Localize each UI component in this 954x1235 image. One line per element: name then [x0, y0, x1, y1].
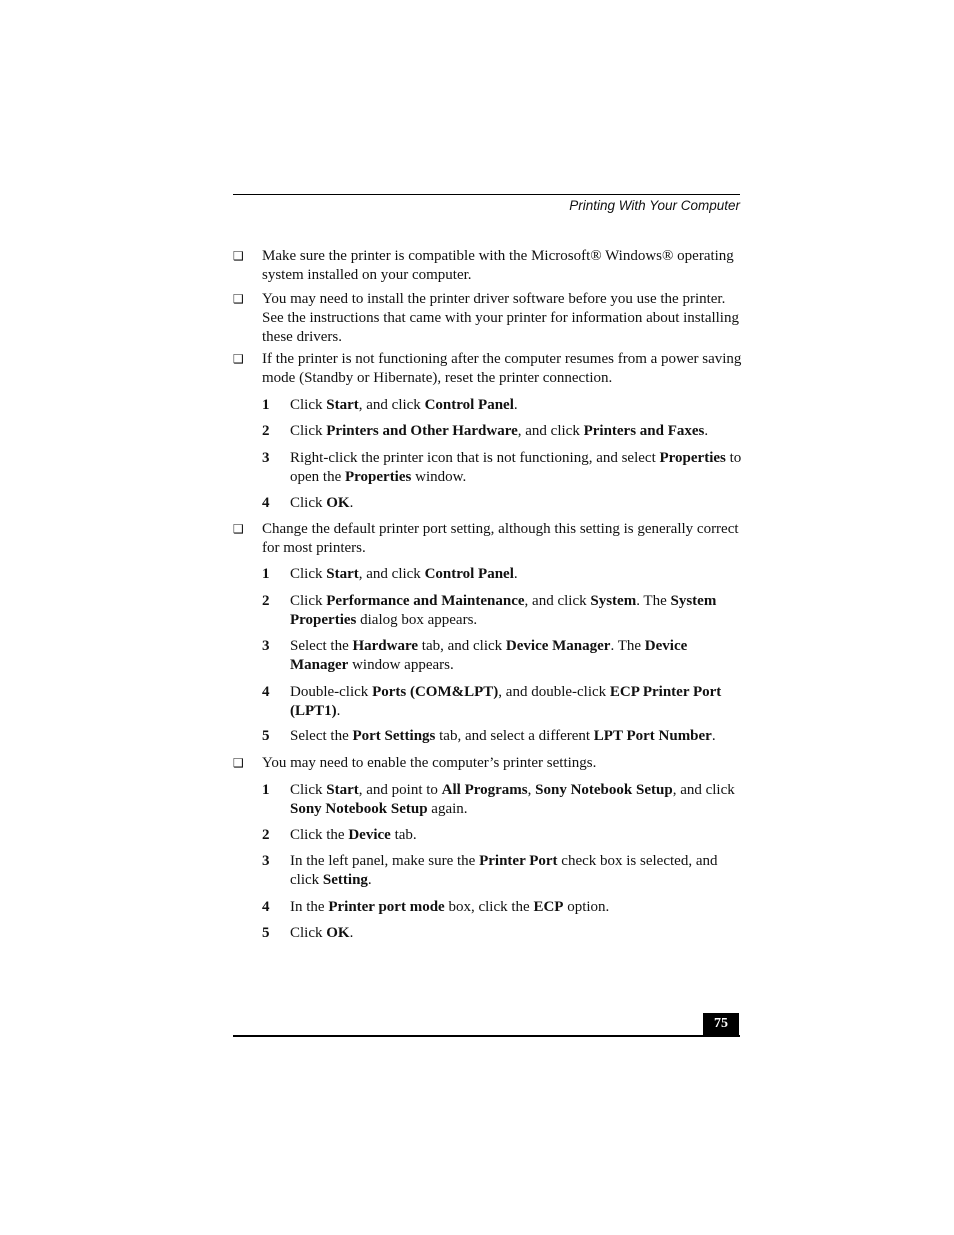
ui-term: Device Manager [290, 638, 688, 673]
text-run: Click [290, 566, 327, 582]
checkbox-bullet-icon: ❑ [233, 756, 244, 770]
step-number: 2 [262, 593, 270, 609]
text-run: , and double-click [498, 684, 610, 700]
text-run: . The [610, 638, 645, 654]
ui-term: Start [326, 782, 359, 798]
step-number: 1 [262, 397, 270, 413]
text-run: Click [290, 495, 327, 511]
item-text [290, 637, 742, 675]
text-run: Right-click the printer icon that is not functioning, and select [290, 450, 660, 466]
ui-term: OK [326, 925, 350, 941]
text-run: Make sure the printer is compatible with the Microsoft® Windows® operating system installed on your computer. [262, 248, 734, 283]
item-text [262, 247, 742, 285]
text-run: In the [290, 899, 329, 915]
text-run: option. [563, 899, 610, 915]
text-run: , and click [358, 566, 425, 582]
ui-term: Port Settings [352, 728, 436, 744]
step-number: 1 [262, 566, 270, 582]
text-run: , and click [672, 782, 735, 798]
step-number: 4 [262, 495, 270, 511]
ui-term: Properties [344, 469, 412, 485]
item-text [290, 494, 742, 513]
text-run: tab, and click [418, 638, 506, 654]
ui-term: Start [326, 566, 359, 582]
item-text [290, 396, 742, 415]
checkbox-bullet-icon: ❑ [233, 249, 244, 263]
text-run: Click [290, 423, 327, 439]
text-run: Click [290, 397, 327, 413]
step-number: 5 [262, 925, 270, 941]
text-run: Select the [290, 638, 353, 654]
text-run: . [513, 566, 518, 582]
text-run: dialog box appears. [356, 612, 478, 628]
item-text [290, 727, 742, 746]
ui-term: LPT Port Number [593, 728, 712, 744]
step-number: 1 [262, 782, 270, 798]
text-run: , [527, 782, 536, 798]
text-run: again. [427, 801, 468, 817]
item-text [290, 592, 742, 630]
step-number: 3 [262, 450, 270, 466]
ui-term: ECP Printer Port (LPT1) [290, 684, 722, 719]
text-run: window appears. [348, 657, 454, 673]
text-run: . The [636, 593, 671, 609]
ui-term: Hardware [352, 638, 419, 654]
ui-term: Printers and Faxes [583, 423, 705, 439]
text-run: tab, and select a different [435, 728, 594, 744]
step-number: 3 [262, 853, 270, 869]
ui-term: Printer Port [479, 853, 558, 869]
item-text [262, 290, 742, 347]
step-number: 3 [262, 638, 270, 654]
item-text [290, 826, 742, 845]
item-text [290, 683, 742, 721]
ui-term: Performance and Maintenance [326, 593, 525, 609]
ui-term: Control Panel [424, 566, 514, 582]
ui-term: Setting [322, 872, 368, 888]
item-text [290, 852, 742, 890]
text-run: box, click the [444, 899, 534, 915]
text-run: . [336, 703, 341, 719]
item-text [262, 520, 742, 558]
text-run: Double-click [290, 684, 373, 700]
step-number: 2 [262, 827, 270, 843]
checkbox-bullet-icon: ❑ [233, 292, 244, 306]
text-run: Click [290, 925, 327, 941]
text-run: . [349, 925, 354, 941]
item-text [262, 754, 742, 773]
text-run: check box is selected, and click [290, 853, 718, 888]
text-run: You may need to enable the computer’s printer settings. [262, 755, 597, 771]
page-number: 75 [703, 1013, 739, 1036]
text-run: , and click [358, 397, 425, 413]
ui-term: All Programs [441, 782, 528, 798]
step-number: 5 [262, 728, 270, 744]
step-number: 4 [262, 899, 270, 915]
step-number: 4 [262, 684, 270, 700]
ui-term: Control Panel [424, 397, 514, 413]
ui-term: Ports (COM&LPT) [372, 684, 499, 700]
text-run: window. [411, 469, 467, 485]
item-text [290, 924, 742, 943]
footer-rule [233, 1035, 740, 1037]
text-run: , and point to [358, 782, 442, 798]
item-text [262, 350, 742, 388]
ui-term: OK [326, 495, 350, 511]
text-run: . [367, 872, 372, 888]
ui-term: Start [326, 397, 359, 413]
text-run: Click the [290, 827, 349, 843]
checkbox-bullet-icon: ❑ [233, 352, 244, 366]
ui-term: Device Manager [505, 638, 611, 654]
text-run: Select the [290, 728, 353, 744]
ui-term: Sony Notebook Setup [290, 801, 428, 817]
ui-term: Device [348, 827, 391, 843]
checkbox-bullet-icon: ❑ [233, 522, 244, 536]
text-run: , and click [524, 593, 591, 609]
text-run: You may need to install the printer driver software before you use the printer. See the instructions that came with your printer for information about installing these drivers. [262, 291, 739, 345]
running-title: Printing With Your Computer [569, 198, 740, 213]
text-run: . [711, 728, 716, 744]
text-run: Click [290, 593, 327, 609]
text-run: Click [290, 782, 327, 798]
ui-term: Properties [659, 450, 726, 466]
item-text [290, 422, 742, 441]
text-run: Change the default printer port setting, although this setting is generally correct for most printers. [262, 521, 739, 556]
text-run: to open the [290, 450, 742, 485]
ui-term: Printers and Other Hardware [326, 423, 518, 439]
item-text [290, 449, 742, 487]
step-number: 2 [262, 423, 270, 439]
ui-term: ECP [533, 899, 564, 915]
item-text [290, 565, 742, 584]
header-rule [233, 194, 740, 195]
ui-term: System [590, 593, 637, 609]
ui-term: Sony Notebook Setup [535, 782, 673, 798]
ui-term: Printer port mode [328, 899, 445, 915]
item-text [290, 781, 742, 819]
text-run: . [349, 495, 354, 511]
text-run: tab. [390, 827, 417, 843]
text-run: , and click [517, 423, 584, 439]
ui-term: System Properties [290, 593, 717, 628]
text-run: If the printer is not functioning after the computer resumes from a power saving mode (Standby or Hibernate), reset the printer connection. [262, 351, 742, 386]
text-run: . [513, 397, 518, 413]
item-text [290, 898, 742, 917]
text-run: In the left panel, make sure the [290, 853, 480, 869]
text-run: . [704, 423, 709, 439]
